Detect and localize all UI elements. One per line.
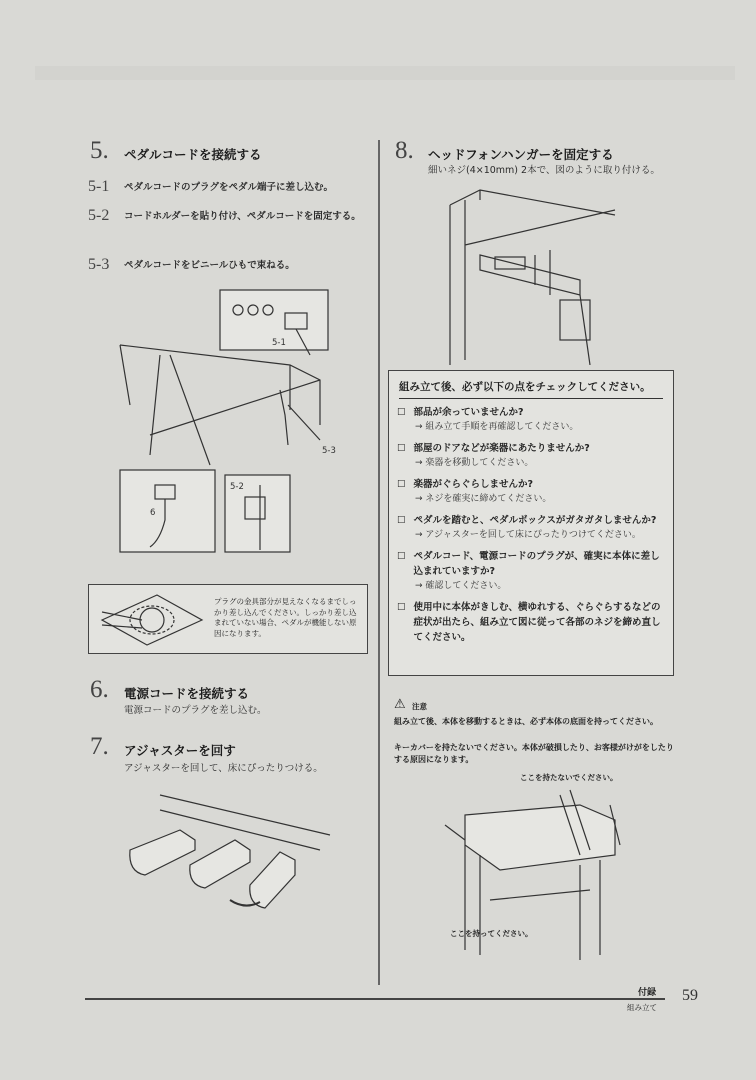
- checkbox-icon: ☐: [397, 602, 406, 613]
- caution-text: キーカバーを持たないでください。本体が破損したり、お客様がけがをしたりする原因になります。: [394, 743, 674, 764]
- step-text: アジャスターを回して、床にぴったりつける。: [124, 763, 323, 774]
- checkbox-icon: ☐: [397, 551, 406, 562]
- step-title: ペダルコードを接続する: [124, 147, 262, 162]
- caution-label: 注意: [412, 702, 427, 711]
- step-title: アジャスターを回す: [124, 743, 236, 758]
- checklist-items: [389, 399, 673, 645]
- step-number: 8.: [395, 137, 414, 164]
- figure-caption: ここを持たないでください。: [520, 773, 618, 782]
- substep-number: 5-1: [88, 178, 110, 195]
- page-number: 59: [682, 987, 698, 1004]
- plug-note-text: プラグの金具部分が見えなくなるまでしっかり差し込んでください。しっかり差し込まれていない場合、ペダルが機能しない原因になります。: [214, 597, 357, 638]
- plug-note-box: [88, 584, 368, 654]
- checklist-item: ☐ 楽器がぐらぐらしませんか? → ネジを確実に締めてください。: [397, 479, 552, 504]
- substep-number: 5-2: [88, 207, 110, 224]
- checklist-box: [388, 370, 674, 676]
- caution-text: 組み立て後、本体を移動するときは、必ず本体の底面を持ってください。: [394, 717, 658, 726]
- checklist-item: ☐ ペダルコード、電源コードのプラグが、確実に本体に差し込まれていますか? → 確認してください。: [397, 551, 660, 591]
- adjuster-illustration: [120, 790, 340, 920]
- checkbox-icon: ☐: [397, 479, 406, 490]
- step-number: 7.: [90, 733, 109, 760]
- step-text: 細いネジ(4×10mm) 2本で、図のように取り付ける。: [428, 165, 660, 176]
- figure-label: 5-2: [230, 482, 244, 492]
- plug-illustration: [97, 590, 207, 648]
- checkbox-icon: ☐: [397, 407, 406, 418]
- step-number: 5.: [90, 137, 109, 164]
- substep-number: 5-3: [88, 256, 110, 273]
- column-divider: [378, 140, 380, 985]
- checklist-item: ☐ 部屋のドアなどが楽器にあたりませんか? → 楽器を移動してください。: [397, 443, 590, 468]
- substep-text: ペダルコードをビニールひもで束ねる。: [124, 260, 295, 271]
- substep-text: ペダルコードのプラグをペダル端子に差し込む。: [124, 182, 334, 193]
- checklist-item: ☐ 使用中に本体がきしむ、横ゆれする、ぐらぐらするなどの症状が出たら、組み立て図に従って各部のネジを締め直してください。: [397, 602, 661, 643]
- checklist-item: ☐ 部品が余っていませんか? → 組み立て手順を再確認してください。: [397, 407, 579, 432]
- pedal-cord-illustration: [110, 285, 360, 560]
- checklist-item: ☐ ペダルを踏むと、ペダルボックスがガタガタしませんか? → アジャスターを回して床にぴったりつけてください。: [397, 515, 657, 540]
- footer-rule: [85, 998, 665, 1000]
- step-title: 電源コードを接続する: [124, 686, 250, 701]
- checkbox-icon: ☐: [397, 515, 406, 526]
- figure-label: 5-1: [272, 338, 286, 348]
- figure-label: 5-3: [322, 446, 336, 456]
- bleed-through-text: [35, 66, 735, 80]
- checklist-title: 組み立て後、必ず以下の点をチェックしてください。: [399, 379, 663, 399]
- step-text: 電源コードのプラグを差し込む。: [124, 705, 267, 716]
- substep-text: コードホルダーを貼り付け、ペダルコードを固定する。: [124, 211, 361, 222]
- footer-subsection: 組み立て: [627, 1003, 657, 1012]
- figure-label: 6: [150, 508, 156, 518]
- step-number: 6.: [90, 676, 109, 703]
- headphone-hanger-illustration: [440, 185, 620, 365]
- checkbox-icon: ☐: [397, 443, 406, 454]
- warning-icon: ⚠: [394, 697, 406, 712]
- footer-section: 付録: [638, 988, 657, 998]
- figure-caption: ここを持ってください。: [450, 929, 533, 938]
- step-title: ヘッドフォンハンガーを固定する: [428, 147, 614, 162]
